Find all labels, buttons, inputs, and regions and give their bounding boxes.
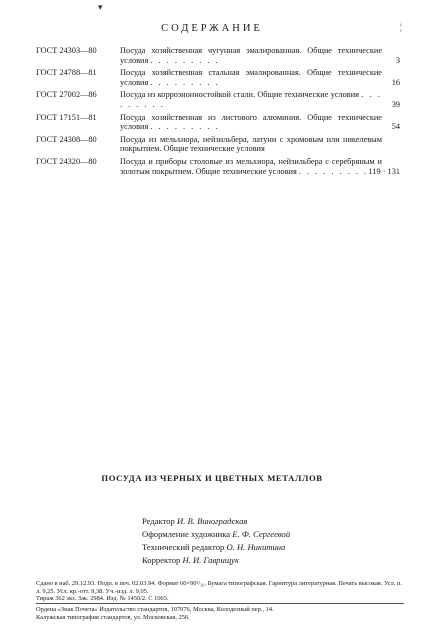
- credit-role: Корректор: [142, 555, 181, 565]
- toc-entry-dots: . . . . . . . . .: [298, 166, 369, 176]
- toc-entry: [36, 113, 400, 132]
- toc-entry: [36, 46, 400, 65]
- credit-line: [142, 515, 290, 528]
- toc-entry: [36, 68, 400, 87]
- credit-line: [142, 528, 290, 541]
- credit-name: И. В. Виноградская: [177, 516, 248, 526]
- toc-entry-code: ГОСТ 27002—86: [36, 90, 97, 100]
- toc-entry: [36, 90, 400, 109]
- imprint-line: Сдано в наб. 29.12.93. Подп. в печ. 02.03.94. Формат 60×90¹/₁₆. Бумага типографская. Гарнитура литературная. Печать высокая. Усл. п. л. 9,25. Усл. кр.-отт. 9,38. Уч.-изд. л. 9,05.: [36, 580, 403, 595]
- printers-block: [36, 606, 404, 621]
- toc-entry-dots: . . . . . . . . .: [150, 122, 220, 132]
- credit-name: Е. Ф. Сергеевой: [232, 529, 291, 539]
- credit-line: [142, 554, 290, 567]
- toc-entry-text: Посуда хозяйственная стальная эмалированная. Общие технические условия: [120, 68, 382, 87]
- credit-role: Оформление художника: [142, 529, 231, 539]
- scan-mark: ▾: [98, 2, 103, 12]
- toc-entry-text: Посуда и приборы столовые из мельхиора, нейзильбера с серебряным и золотым покрытием. Общие технические условия: [120, 156, 382, 176]
- credit-name: Н. И. Гаврищук: [182, 555, 239, 565]
- toc-entry-text: Посуда из мельхиора, нейзильбера, латуни с хромовым или никелевым покрытием. Общие технические условия: [120, 134, 382, 154]
- toc-entry-code: ГОСТ 24303—80: [36, 46, 97, 55]
- toc-entry-dots: . . . . . . . . .: [120, 90, 382, 109]
- toc-entry-text: Посуда из коррозионностойкой стали. Общие технические условия: [120, 90, 359, 100]
- credit-name: О. Н. Никитина: [226, 542, 286, 552]
- toc-entry: [36, 157, 400, 176]
- toc-entry-code: ГОСТ 24308—80: [36, 134, 97, 144]
- toc-entry-page: 3: [395, 55, 400, 65]
- printers-line: Калужская типография стандартов, ул. Московская, 256.: [36, 613, 190, 621]
- credit-role: Технический редактор: [142, 542, 225, 552]
- imprint-line: Тираж 362 экз. Зак. 2984. Изд. № 1450/2. С 1003.: [36, 595, 169, 603]
- toc-entry: [36, 135, 400, 154]
- credit-line: [142, 541, 290, 554]
- toc-entry-code: ГОСТ 24788—81: [36, 68, 97, 78]
- toc-entry-page: 16: [391, 77, 400, 87]
- imprint-block: [36, 580, 404, 603]
- table-of-contents: [36, 46, 400, 179]
- toc-entry-dots: . . . . . . . . .: [150, 77, 220, 87]
- toc-entry-page: 39: [391, 99, 400, 109]
- section-title: ПОСУДА ИЗ ЧЕРНЫХ И ЦВЕТНЫХ МЕТАЛЛОВ: [101, 473, 323, 483]
- printers-line: Ордена «Знак Почета» Издательство стандартов, 107076, Москва, Колодезный пер., 14.: [36, 606, 274, 613]
- toc-entry-text: Посуда хозяйственная чугунная эмалированная. Общие технические условия: [120, 46, 382, 65]
- scan-mark: ¦: [400, 22, 402, 32]
- toc-entry-text: Посуда хозяйственная из листового алюминия. Общие технические условия: [120, 112, 382, 132]
- credit-role: Редактор: [142, 516, 175, 526]
- toc-entry-code: ГОСТ 17151—81: [36, 112, 97, 122]
- toc-entry-page: 119 · 131: [368, 166, 400, 176]
- divider: [36, 603, 404, 604]
- toc-entry-dots: . . . . . . . . .: [150, 55, 220, 65]
- toc-title: СОДЕРЖАНИЕ: [161, 23, 263, 34]
- toc-entry-code: ГОСТ 24320—80: [36, 156, 97, 166]
- credits-block: [142, 515, 290, 567]
- toc-entry-page: 54: [391, 122, 400, 132]
